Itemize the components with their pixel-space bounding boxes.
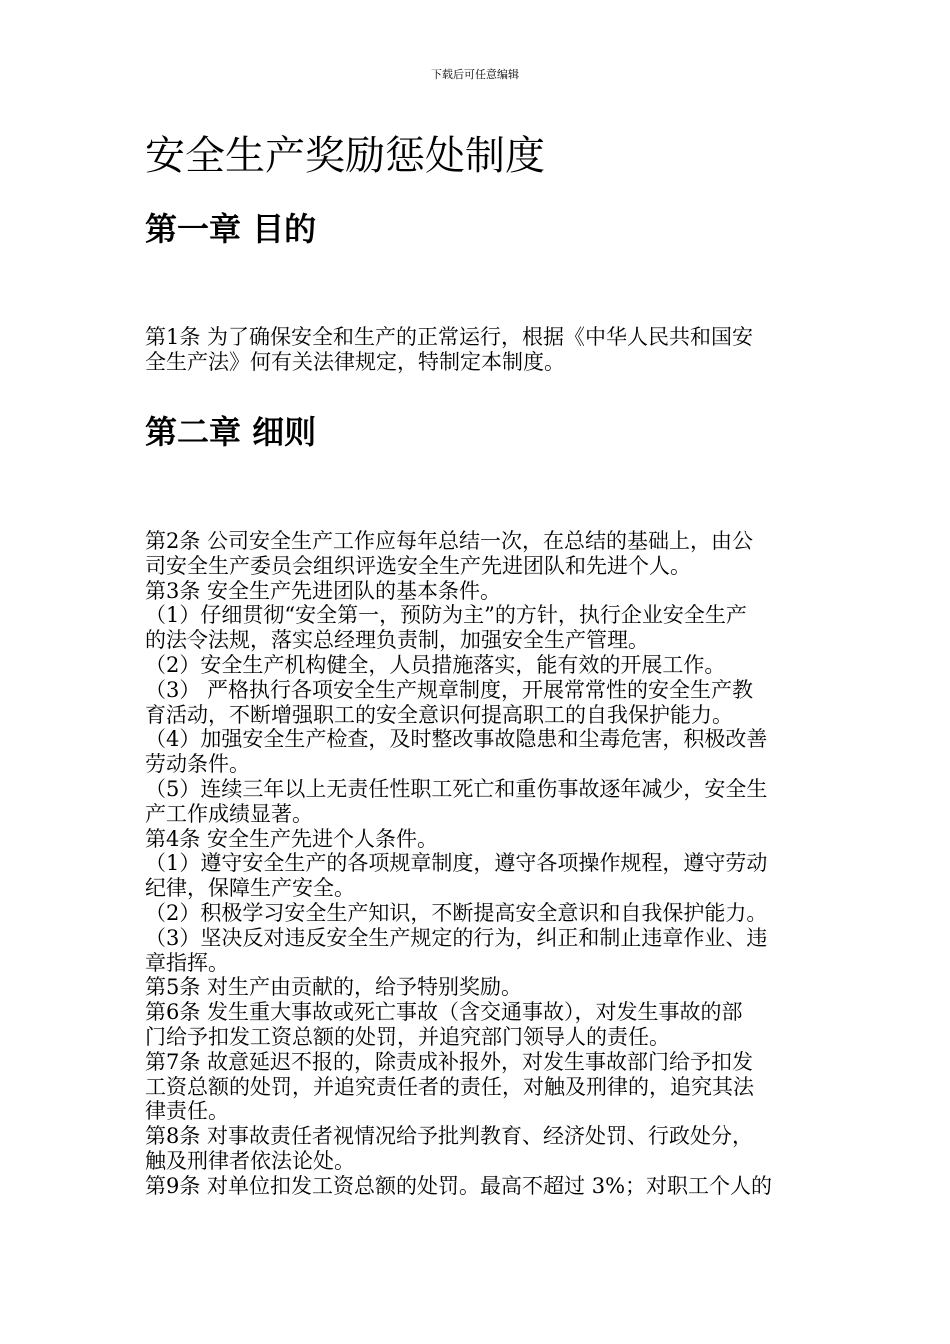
text-line: 劳动条件。: [145, 752, 250, 777]
text-line: 第9条 对单位扣发工资总额的处罚。最高不超过 3%；对职工个人的: [145, 1173, 773, 1198]
text-line: 育活动，不断增强职工的安全意识何提高职工的自我保护能力。: [145, 702, 733, 727]
text-line: 第5条 对生产由贡献的，给予特别奖励。: [145, 975, 523, 1000]
text-line: 触及刑律者依法论处。: [145, 1148, 355, 1173]
text-line: （2）安全生产机构健全，人员措施落实，能有效的开展工作。: [145, 652, 726, 677]
text-line: 第8条 对事故责任者视情况给予批判教育、经济处罚、行政处分，: [145, 1124, 754, 1149]
text-line: （5）连续三年以上无责任性职工死亡和重伤事故逐年减少，安全生: [145, 776, 768, 801]
text-line: 的法令法规，落实总经理负责制，加强安全生产管理。: [145, 628, 649, 653]
text-line: （4）加强安全生产检查，及时整改事故隐患和尘毒危害，积极改善: [145, 727, 768, 752]
text-line: （1）仔细贯彻“安全第一，预防为主”的方针，执行企业安全生产: [145, 603, 747, 628]
text-line: （1）遵守安全生产的各项规章制度，遵守各项操作规程，遵守劳动: [145, 851, 768, 876]
text-line: 纪律，保障生产安全。: [145, 876, 355, 901]
chapter-heading-2: 第二章 细则: [145, 413, 317, 451]
text-line: 第3条 安全生产先进团队的基本条件。: [145, 578, 502, 603]
text-line: 全生产法》何有关法律规定，特制定本制度。: [145, 349, 565, 374]
text-line: 第1条 为了确保安全和生产的正常运行，根据《中华人民共和国安: [145, 325, 754, 349]
text-line: （2）积极学习安全生产知识，不断提高安全意识和自我保护能力。: [145, 900, 768, 925]
text-line: 产工作成绩显著。: [145, 801, 313, 826]
text-line: 章指挥。: [145, 950, 229, 975]
document-title: 安全生产奖励惩处制度: [145, 133, 545, 179]
text-line: （3） 严格执行各项安全生产规章制度，开展常常性的安全生产教: [145, 677, 754, 702]
text-line: 第6条 发生重大事故或死亡事故（含交通事故），对发生事故的部: [145, 1000, 743, 1025]
chapter-2-body: [145, 529, 815, 1199]
text-line: 律责任。: [145, 1099, 229, 1124]
text-line: 第4条 安全生产先进个人条件。: [145, 826, 439, 851]
text-line: 工资总额的处罚，并追究责任者的责任，对触及刑律的，追究其法: [145, 1074, 754, 1099]
text-line: （3）坚决反对违反安全生产规定的行为，纠正和制止违章作业、违: [145, 925, 768, 950]
text-line: 司安全生产委员会组织评选安全生产先进团队和先进个人。: [145, 553, 691, 578]
text-line: 门给予扣发工资总额的处罚，并追究部门领导人的责任。: [145, 1024, 670, 1049]
chapter-heading-1: 第一章 目的: [145, 210, 317, 248]
page-header: 下载后可任意编辑: [431, 68, 519, 81]
text-line: 第2条 公司安全生产工作应每年总结一次，在总结的基础上，由公: [145, 529, 754, 553]
text-line: 第7条 故意延迟不报的，除责成补报外，对发生事故部门给予扣发: [145, 1049, 754, 1074]
chapter-1-body: [145, 325, 815, 375]
